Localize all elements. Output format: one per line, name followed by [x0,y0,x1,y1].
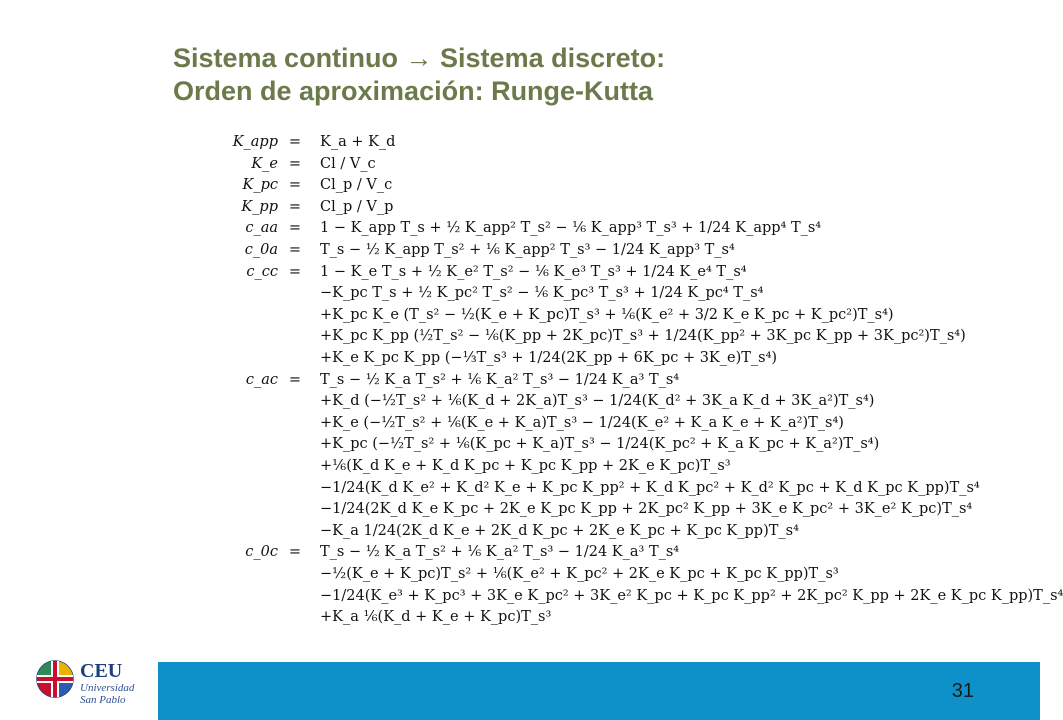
equation-rhs: T_s − ½ K_app T_s² + ⅙ K_app² T_s³ − 1/24 K_app³ T_s⁴ [320,242,735,258]
equation-rhs: 1 − K_e T_s + ½ K_e² T_s² − ⅙ K_e³ T_s³ + 1/24 K_e⁴ T_s⁴ [320,263,747,280]
equation-rhs: +K_pc K_pp (½T_s² − ⅙(K_pp + 2K_pc)T_s³ + 1/24(K_pp² + 3K_pc K_pp + 3K_pc²)T_s⁴) [320,328,966,345]
equation-rhs: +K_pc (−½T_s² + ⅙(K_pc + K_a)T_s³ − 1/24(K_pc² + K_a K_pc + K_a²)T_s⁴) [320,436,880,453]
equation-operator: = [288,371,302,388]
equation-rhs: −1/24(K_e³ + K_pc³ + 3K_e K_pc² + 3K_e² K_pc + K_pc K_pp² + 2K_pc² K_pp + 2K_e K_pc K_pp)T_s⁴ [320,587,1063,604]
equation-lhs: K_pc [242,177,278,194]
slide-title-line-1: Sistema continuo → Sistema discreto: [173,43,666,73]
slide-title-line-2: Orden de aproximación: Runge-Kutta [173,76,654,106]
ceu-emblem-icon [36,660,74,698]
equation-lhs: c_0c [245,544,278,561]
equation-rhs: K_a + K_d [320,134,396,150]
ceu-logo-text [80,660,134,706]
equation-lhs: c_aa [245,220,278,237]
equation-rhs: Cl_p / V_p [320,198,394,215]
equation-lhs: c_ac [245,371,278,388]
equation-operator: = [288,134,302,150]
equation-operator: = [288,242,302,258]
slide-title [173,42,993,108]
equation-rhs: Cl / V_c [320,155,376,172]
equation-operator: = [288,263,302,280]
page-number: 31 [951,680,974,702]
equation-rhs: +K_d (−½T_s² + ⅙(K_d + 2K_a)T_s³ − 1/24(K_d² + 3K_a K_d + 3K_a²)T_s⁴) [320,393,875,410]
ceu-logo [36,660,156,718]
equation-rhs: 1 − K_app T_s + ½ K_app² T_s² − ⅙ K_app³ T_s³ + 1/24 K_app⁴ T_s⁴ [320,220,822,237]
equation-lhs: K_e [251,155,278,172]
equation-rhs: T_s − ½ K_a T_s² + ⅙ K_a² T_s³ − 1/24 K_a³ T_s⁴ [320,544,680,561]
logo-subtitle-2: San Pablo [80,694,126,706]
logo-subtitle-1: Universidad [80,682,135,694]
equation-operator: = [288,177,302,194]
equation-rhs: +⅙(K_d K_e + K_d K_pc + K_pc K_pp + 2K_e K_pc)T_s³ [320,458,731,474]
equation-rhs: −1/24(2K_d K_e K_pc + 2K_e K_pc K_pp + 2K_pc² K_pp + 3K_e K_pc² + 3K_e² K_pc)T_s⁴ [320,501,973,518]
equation-rhs: −K_pc T_s + ½ K_pc² T_s² − ⅙ K_pc³ T_s³ + 1/24 K_pc⁴ T_s⁴ [320,285,764,302]
equation-rhs: T_s − ½ K_a T_s² + ⅙ K_a² T_s³ − 1/24 K_a³ T_s⁴ [320,371,680,388]
equation-lhs: c_0a [244,242,278,258]
equation-rhs: +K_e K_pc K_pp (−⅓T_s³ + 1/24(2K_pp + 6K_pc + 3K_e)T_s⁴) [320,350,778,366]
equation-lhs: K_app [232,134,278,150]
equation-lhs: K_pp [241,198,278,215]
equation-rhs: −1/24(K_d K_e² + K_d² K_e + K_pc K_pp² + K_d K_pc² + K_d² K_pc + K_d K_pc K_pp)T_s⁴ [320,479,980,496]
equation-operator: = [288,220,302,237]
equation-rhs: −½(K_e + K_pc)T_s² + ⅙(K_e² + K_pc² + 2K_e K_pc + K_pc K_pp)T_s³ [320,566,839,582]
equation-operator: = [288,544,302,561]
equation-operator: = [288,198,302,215]
equation-block [228,132,1063,630]
equation-rhs: +K_pc K_e (T_s² − ½(K_e + K_pc)T_s³ + ⅙(K_e² + 3/2 K_e K_pc + K_pc²)T_s⁴) [320,306,894,323]
footer-bar [158,662,1040,720]
equation-lhs: c_cc [246,263,278,280]
equation-rhs: −K_a 1/24(2K_d K_e + 2K_d K_pc + 2K_e K_pc + K_pc K_pp)T_s⁴ [320,522,799,539]
equation-rhs: +K_a ⅙(K_d + K_e + K_pc)T_s³ [320,609,552,626]
equation-operator: = [288,155,302,172]
equation-rhs: Cl_p / V_c [320,177,393,194]
logo-brand: CEU [80,660,123,682]
equation-rhs: +K_e (−½T_s² + ⅙(K_e + K_a)T_s³ − 1/24(K_e² + K_a K_e + K_a²)T_s⁴) [320,414,844,431]
